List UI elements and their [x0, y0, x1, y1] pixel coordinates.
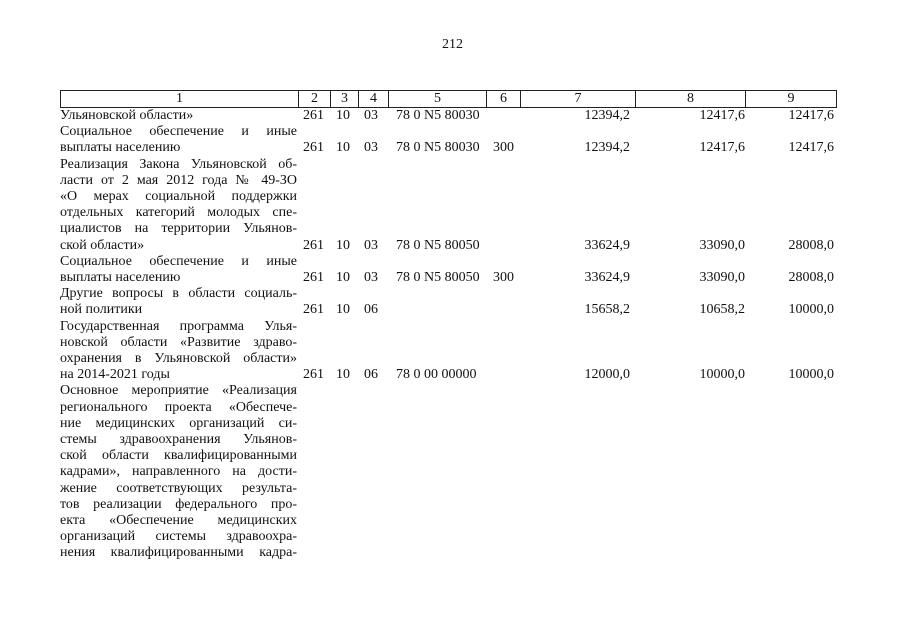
cell-c4: 03 — [364, 140, 378, 156]
description-line: организаций системы здравоохра- — [60, 529, 297, 545]
description-line: охранения в Ульяновской области» — [60, 351, 297, 367]
cell-c6: 300 — [493, 270, 514, 286]
cell-c9: 28008,0 — [788, 237, 834, 253]
cell-c5: 78 0 N5 80030 — [396, 140, 480, 156]
description-line: ние медицинских организаций си- — [60, 415, 297, 431]
table-row — [60, 319, 837, 384]
row-description — [60, 254, 297, 286]
row-description — [60, 319, 297, 384]
row-description — [60, 157, 297, 254]
description-line: Ульяновской области» — [60, 108, 194, 123]
header-col-5: 5 — [389, 91, 487, 107]
cell-c8: 12417,6 — [699, 108, 745, 123]
cell-c7: 15658,2 — [584, 302, 630, 318]
cell-c2: 261 — [303, 108, 324, 123]
cell-c5: 78 0 00 00000 — [396, 367, 477, 383]
description-line: регионального проекта «Обеспече- — [60, 399, 297, 415]
row-description — [60, 124, 297, 156]
cell-c7: 33624,9 — [584, 270, 630, 286]
description-line: на 2014-2021 годы — [60, 367, 170, 383]
cell-c4: 06 — [364, 302, 378, 318]
description-line: ской области» — [60, 237, 145, 253]
description-line: Социальное обеспечение и иные — [60, 253, 297, 269]
description-line: выплаты населению — [60, 140, 181, 156]
cell-c2: 261 — [303, 270, 324, 286]
cell-c3: 10 — [336, 140, 350, 156]
header-col-7: 7 — [521, 91, 636, 107]
description-line: Основное мероприятие «Реализация — [60, 383, 297, 399]
cell-c3: 10 — [336, 108, 350, 123]
cell-c3: 10 — [336, 367, 350, 383]
cell-c9: 12417,6 — [788, 108, 834, 123]
cell-c8: 33090,0 — [699, 270, 745, 286]
page-number: 212 — [442, 37, 463, 52]
header-col-2: 2 — [299, 91, 331, 107]
cell-c8: 12417,6 — [699, 140, 745, 156]
row-description — [60, 286, 297, 318]
description-line: екта «Обеспечение медицинских — [60, 513, 297, 529]
table-row — [60, 254, 837, 286]
description-line: циалистов на территории Ульянов- — [60, 221, 297, 237]
description-line: стемы здравоохранения Ульянов- — [60, 432, 297, 448]
cell-c4: 03 — [364, 108, 378, 123]
description-line: новской области «Развитие здраво- — [60, 334, 297, 350]
table-header — [60, 90, 837, 108]
header-col-8: 8 — [636, 91, 746, 107]
description-line: кадрами», направленного на дости- — [60, 464, 297, 480]
cell-c2: 261 — [303, 237, 324, 253]
cell-c9: 10000,0 — [788, 367, 834, 383]
cell-c3: 10 — [336, 270, 350, 286]
cell-c2: 261 — [303, 140, 324, 156]
cell-c9: 12417,6 — [788, 140, 834, 156]
description-line: ласти от 2 мая 2012 года № 49-ЗО — [60, 172, 297, 188]
cell-c4: 03 — [364, 237, 378, 253]
table-row — [60, 286, 837, 318]
header-col-1: 1 — [61, 91, 299, 107]
description-line: ской области квалифицированными — [60, 448, 297, 464]
cell-c8: 33090,0 — [699, 237, 745, 253]
header-col-4: 4 — [359, 91, 389, 107]
cell-c5: 78 0 N5 80050 — [396, 237, 480, 253]
table-row — [60, 383, 837, 561]
cell-c3: 10 — [336, 302, 350, 318]
table-row — [60, 108, 837, 124]
cell-c7: 33624,9 — [584, 237, 630, 253]
cell-c8: 10000,0 — [699, 367, 745, 383]
description-line: Реализация Закона Ульяновской об- — [60, 156, 297, 172]
description-line: Государственная программа Улья- — [60, 318, 297, 334]
description-line: нения квалифицированными кадра- — [60, 545, 297, 561]
description-line: отдельных категорий молодых спе- — [60, 205, 297, 221]
cell-c4: 03 — [364, 270, 378, 286]
cell-c2: 261 — [303, 367, 324, 383]
cell-c2: 261 — [303, 302, 324, 318]
cell-c7: 12000,0 — [584, 367, 630, 383]
row-description — [60, 108, 297, 124]
table-body — [60, 108, 837, 562]
budget-table — [60, 90, 837, 562]
table-row — [60, 124, 837, 156]
description-line: выплаты населению — [60, 270, 181, 286]
cell-c8: 10658,2 — [699, 302, 745, 318]
cell-c7: 12394,2 — [584, 108, 630, 123]
header-col-3: 3 — [331, 91, 359, 107]
description-line: Другие вопросы в области социаль- — [60, 286, 297, 302]
cell-c6: 300 — [493, 140, 514, 156]
cell-c9: 10000,0 — [788, 302, 834, 318]
description-line: тов реализации федерального про- — [60, 496, 297, 512]
description-line: жение соответствующих результа- — [60, 480, 297, 496]
row-description — [60, 383, 297, 561]
description-line: Социальное обеспечение и иные — [60, 124, 297, 140]
table-row — [60, 157, 837, 254]
cell-c5: 78 0 N5 80050 — [396, 270, 480, 286]
description-line: ной политики — [60, 302, 143, 318]
cell-c5: 78 0 N5 80030 — [396, 108, 480, 123]
cell-c7: 12394,2 — [584, 140, 630, 156]
cell-c4: 06 — [364, 367, 378, 383]
cell-c3: 10 — [336, 237, 350, 253]
header-col-6: 6 — [487, 91, 521, 107]
header-col-9: 9 — [787, 91, 795, 106]
description-line: «О мерах социальной поддержки — [60, 189, 297, 205]
cell-c9: 28008,0 — [788, 270, 834, 286]
